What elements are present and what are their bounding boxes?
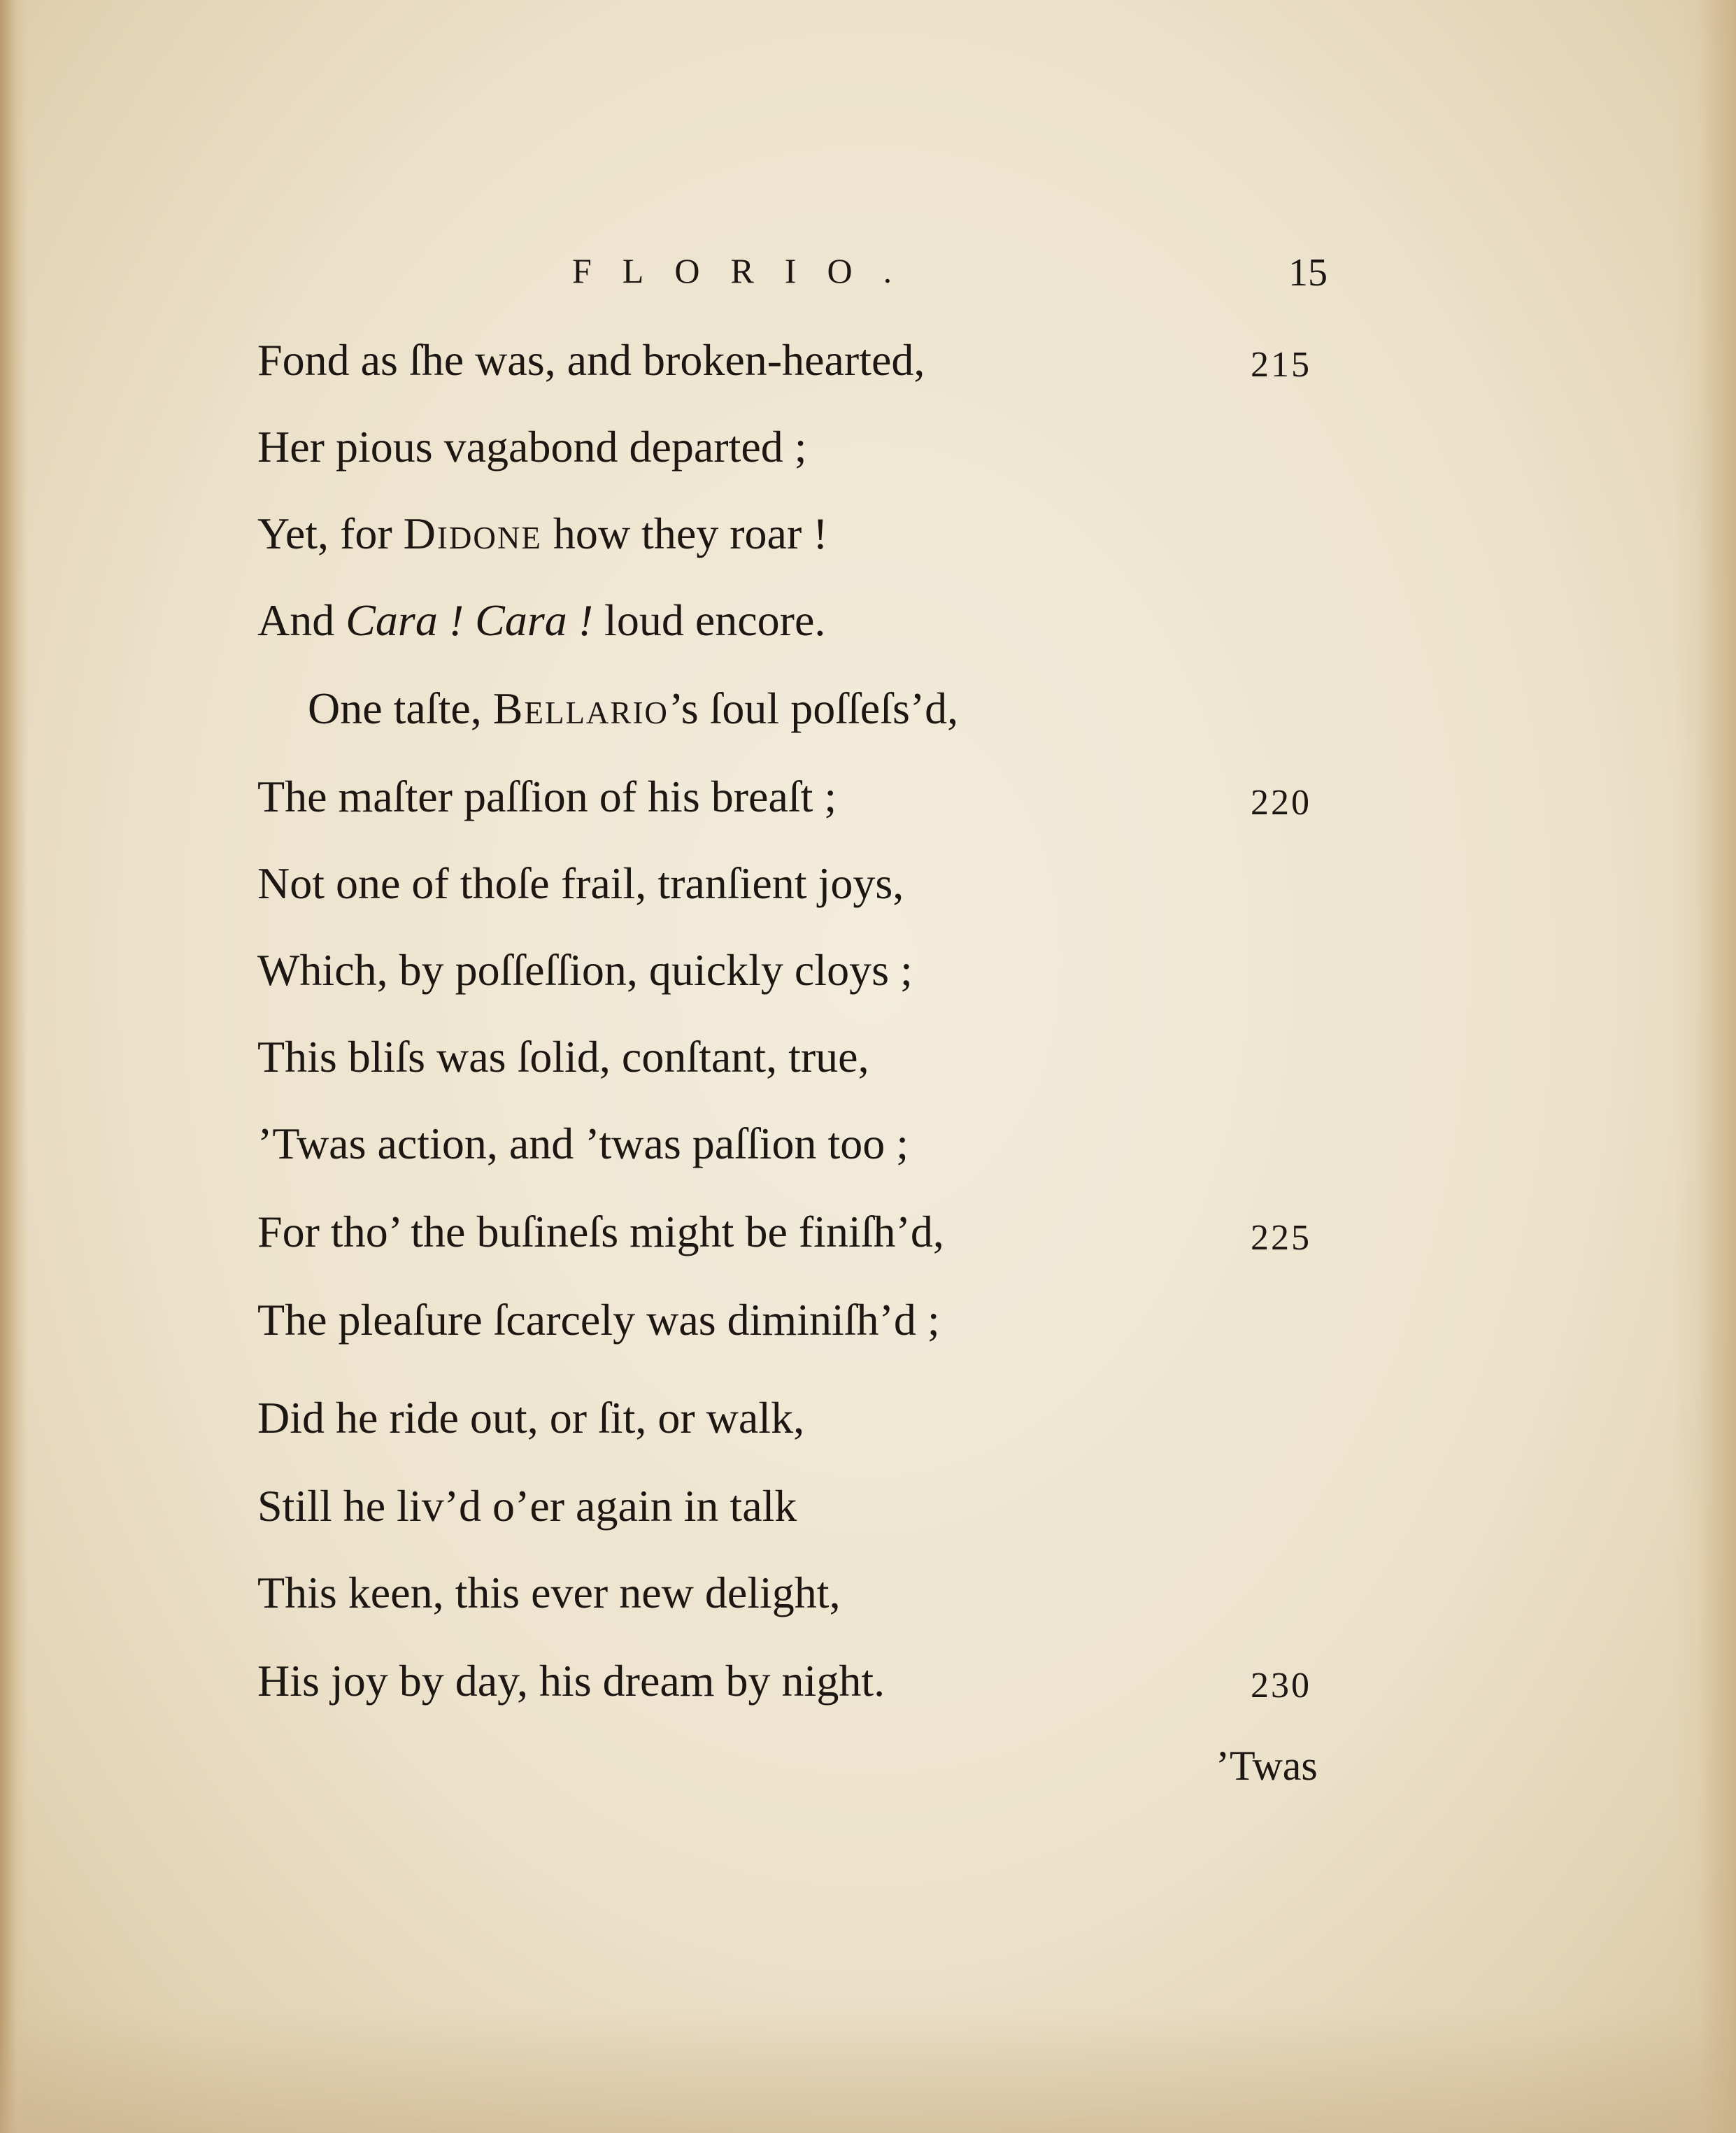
line-number-220: 220 [1251,783,1311,823]
verse-text: Yet, for [257,509,404,558]
verse-line-1: Fond as ſhe was, and broken-hearted, [257,335,925,385]
verse-line-6: The maſter paſſion of his breaſt ; [257,772,837,821]
verse-text: loud encore. [593,595,826,645]
character-name-didone: Didone [403,509,542,558]
verse-line-15: This keen, this ever new delight, [257,1568,841,1617]
verse-line-9: This bliſs was ſolid, conſtant, true, [257,1032,869,1082]
verse-line-2: Her pious vagabond departed ; [257,422,807,472]
line-number-215: 215 [1251,345,1311,385]
page-left-edge-shadow [0,0,28,2133]
verse-line-10: ’Twas action, and ’twas paſſion too ; [257,1119,909,1168]
verse-text: how they roar ! [541,509,828,558]
verse-line-4 [257,595,825,646]
line-number-230: 230 [1251,1666,1311,1706]
character-name-bellario: Bellario [492,683,669,733]
verse-line-5 [308,683,958,735]
catchword: ’Twas [1216,1743,1318,1789]
verse-line-14: Still he liv’d o’er again in talk [257,1481,797,1531]
verse-line-8: Which, by poſſeſſion, quickly cloys ; [257,945,913,995]
verse-text: ’s ſoul poſſeſs’d, [668,683,959,733]
page-number: 15 [1288,251,1328,295]
verse-line-7: Not one of thoſe frail, tranſient joys, [257,858,904,908]
verse-line-3 [257,508,828,560]
verse-text: And [257,595,346,645]
verse-line-11: For tho’ the buſineſs might be finiſh’d, [257,1207,944,1256]
page-bottom-edge-stain [0,2007,1736,2133]
verse-line-16: His joy by day, his dream by night. [257,1656,885,1706]
verse-text: One taſte, [308,683,493,733]
page-right-edge-stain [1673,0,1736,2133]
italic-exclamation: Cara ! Cara ! [346,595,594,645]
verse-line-12: The pleaſure ſcarcely was diminiſh’d ; [257,1295,940,1345]
verse-line-13: Did he ride out, or ſit, or walk, [257,1393,805,1443]
line-number-225: 225 [1251,1218,1311,1258]
running-title: FLORIO. [572,251,923,290]
